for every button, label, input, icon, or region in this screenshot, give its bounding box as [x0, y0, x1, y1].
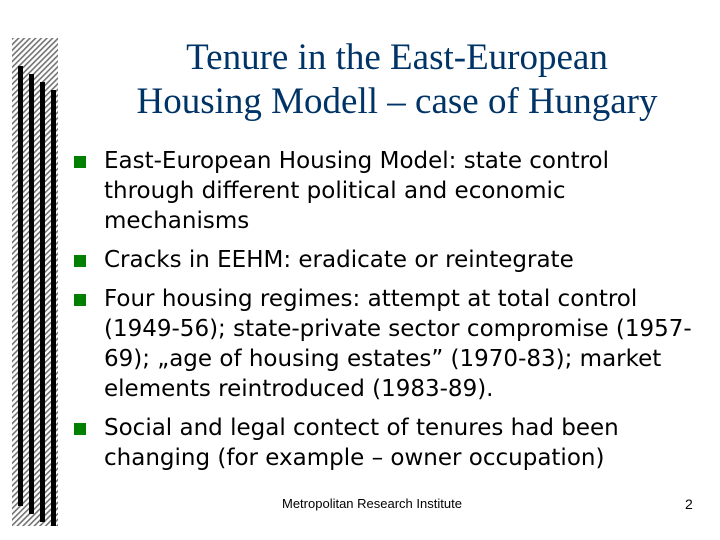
title-line-2: Housing Modell – case of Hungary [136, 81, 658, 122]
bullet-text: Cracks in EEHM: eradicate or reintegrate [104, 247, 574, 273]
square-bullet-icon [74, 255, 86, 267]
footer-text: Metropolitan Research Institute [282, 496, 462, 511]
slide-title [92, 36, 702, 124]
square-bullet-icon [74, 156, 86, 168]
diagonal-stripes-decoration [12, 38, 58, 526]
bullet-text: East-European Housing Model: state control through different political and economic mechanisms [104, 148, 610, 234]
bullet-list [74, 146, 694, 482]
bullet-item [74, 284, 694, 404]
bullet-text: Four housing regimes: attempt at total control (1949-56); state-private sector compromise (1957-69); „age of housing estates” (1970-83); market elements reintroduced (1983-89). [104, 286, 692, 402]
page-number: 2 [685, 496, 693, 512]
bullet-item [74, 146, 694, 236]
square-bullet-icon [74, 423, 86, 435]
bullet-text: Social and legal contect of tenures had been changing (for example – owner occupation) [104, 415, 619, 471]
square-bullet-icon [74, 294, 86, 306]
bullet-item [74, 245, 694, 275]
bullet-item [74, 413, 694, 473]
title-line-1: Tenure in the East-European [186, 37, 608, 78]
